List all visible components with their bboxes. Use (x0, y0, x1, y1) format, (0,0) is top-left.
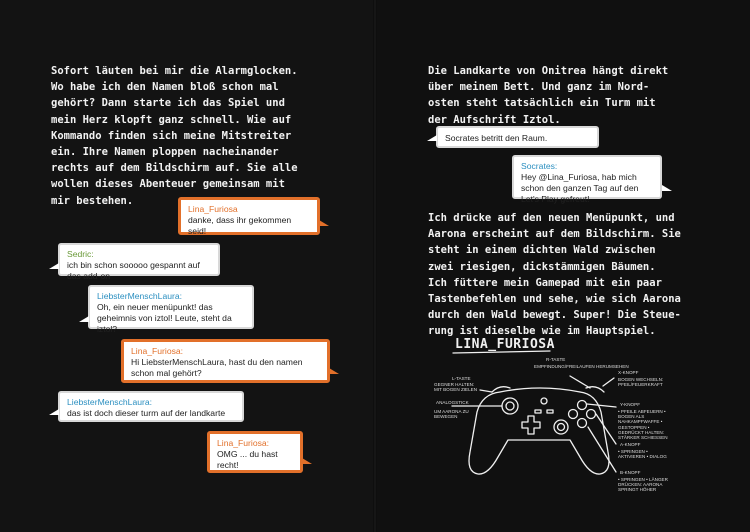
right-stick-inner (558, 424, 565, 431)
bubble-tail (79, 316, 89, 322)
text-line: Ich füttere mein Gamepad mit ein paar (428, 276, 662, 289)
annotation-x-knopf (618, 370, 638, 375)
pointer-y (587, 404, 616, 407)
text-line: rechts auf dem Bildschirm auf. Sie alle (51, 162, 298, 175)
chat-message: OMG ... du hast recht! (217, 449, 278, 470)
chat-bubble-lina-1 (178, 197, 320, 235)
system-message-bubble (436, 126, 599, 148)
text-line: steht in einem dichten Wald zwischen (428, 244, 656, 257)
chat-bubble-sedric (58, 243, 220, 281)
annotation-label: Y-KNOPF (620, 402, 640, 407)
chat-username: Lina_Furiosa: (217, 438, 270, 448)
annotation-a-knopf (620, 442, 640, 447)
bubble-tail (49, 263, 59, 269)
select-button-icon (535, 410, 541, 413)
chat-message: Hey @Lina_Furiosa, hab mich schon den ganzen Tag auf den Let's Play gefreut! (521, 172, 639, 204)
chat-username: Socrates: (521, 161, 558, 171)
annotation-label: L-TASTE (452, 376, 471, 381)
annotation-b-knopf-desc (618, 477, 668, 493)
left-paragraph (51, 63, 298, 209)
chat-message: danke, dass ihr gekommen seid! (188, 215, 292, 236)
chat-bubble-lina-3 (207, 431, 303, 473)
annotation-x-knopf-desc (618, 377, 668, 387)
text-line: Tastenbefehlen und sehe, wie sich Aarona (428, 293, 681, 306)
chat-message: Hi LiebsterMenschLaura, hast du den namen schon mal gehört? (131, 357, 303, 378)
sketch-title: LINA_FURIOSA (455, 337, 555, 352)
annotation-desc: UM AARONA ZU BEWEGEN (434, 409, 469, 420)
annotation-r-taste (546, 357, 565, 362)
dpad-icon (522, 416, 540, 434)
b-button-icon (587, 410, 596, 419)
right-paragraph-top (428, 63, 668, 128)
left-stick-outer (502, 398, 518, 414)
annotation-desc: • SPRINGEN • LÄNGER DRÜCKEN: AARONA SPRINGT HÖHER (618, 477, 668, 493)
bubble-tail (319, 220, 329, 226)
text-line: Sofort läuten bei mir die Alarmglocken. (51, 65, 298, 77)
annotation-b-knopf (620, 470, 640, 475)
x-button-icon (569, 410, 578, 419)
annotation-label: A-KNOPF (620, 442, 641, 447)
text-line: osten steht tatsächlich ein Turm mit (428, 97, 656, 110)
annotation-y-knopf-desc (618, 409, 668, 440)
bubble-tail (427, 135, 437, 141)
annotation-desc: • SPRINGEN • AKTIVIEREN • DIALOG (618, 449, 667, 460)
controller-sketch (430, 332, 670, 522)
chat-bubble-laura-1 (88, 285, 254, 334)
annotation-desc: • PFEILE ABFEUERN • BOGEN ALS NAHKAMPFWAFFE • GESTOPPEN • GEDRÜCKT HALTEN: STÄRKER SCHIESSEN (618, 409, 668, 441)
right-stick-outer (554, 420, 568, 434)
text-line: Kommando finden sich meine Mitstreiter (51, 129, 292, 142)
chat-username: Lina_Furiosa: (131, 346, 184, 356)
annotation-analogstick (436, 400, 469, 405)
annotation-a-knopf-desc (618, 449, 668, 459)
left-stick-inner (506, 402, 514, 410)
pointer-b (588, 427, 616, 472)
annotation-analogstick-desc (434, 409, 484, 419)
right-paragraph-bottom (428, 210, 681, 340)
text-line: gehört? Dann starte ich das Spiel und (51, 97, 285, 110)
text-line: ein. Ihre Namen ploppen nacheinander (51, 146, 279, 159)
y-button-icon (578, 401, 587, 410)
title-underline (453, 351, 550, 353)
text-line: rung ist dieselbe wie im Hauptspiel. (428, 325, 656, 338)
text-line: über meinem Bett. Und ganz im Nord- (428, 81, 650, 94)
chat-username: Lina_Furiosa (188, 204, 238, 214)
bubble-tail (49, 409, 59, 415)
text-line: wollen dieses Abenteuer gemeinsam mit (51, 178, 285, 191)
bubble-tail (662, 185, 672, 191)
bubble-tail (329, 368, 339, 374)
text-line: zwei riesigen, dickstämmigen Bäumen. (428, 260, 656, 273)
home-button-icon (541, 398, 547, 404)
annotation-label: R-TASTE (546, 357, 566, 362)
chat-username: Sedric: (67, 249, 94, 259)
text-line: der Aufschrift Iztol. (428, 113, 561, 126)
annotation-desc: GEGNER HALTEN: MIT BOGEN ZIELEN (434, 382, 478, 393)
chat-username: LiebsterMenschLaura: (97, 291, 183, 301)
controller-top-edge (500, 388, 580, 392)
annotation-desc: EMPFINDUNG/FREILAUFEN HERUMSEHEN (534, 364, 629, 369)
text-line: Ich drücke auf den neuen Menüpunkt, und (428, 212, 675, 224)
text-line: Wo habe ich den Namen bloß schon mal (51, 81, 279, 94)
annotation-desc: BOGEN WECHSELN: PFEIL/FEUERKRAFT (618, 377, 664, 388)
book-gutter (373, 0, 377, 532)
annotation-y-knopf (620, 402, 640, 407)
start-button-icon (547, 410, 553, 413)
chat-message: ich bin schon sooooo gespannt auf das add-on (67, 260, 200, 281)
chat-username: LiebsterMenschLaura: (67, 397, 153, 407)
chat-bubble-socrates (512, 155, 662, 204)
annotation-label: ANALOGSTICK (436, 400, 469, 405)
a-button-icon (578, 419, 587, 428)
chat-bubble-lina-2 (121, 339, 330, 383)
annotation-label: B-KNOPF (620, 470, 641, 475)
text-line: mir bestehen. (51, 194, 134, 207)
annotation-r-taste-desc (534, 364, 629, 369)
bubble-tail (302, 458, 312, 464)
chat-bubble-laura-2 (58, 391, 244, 422)
annotation-label: X-KNOPF (618, 370, 639, 375)
annotation-l-taste-desc (434, 382, 482, 392)
pointer-x (603, 378, 614, 386)
text-line: Aarona erscheint auf dem Bildschirm. Sie (428, 228, 681, 241)
pointer-r (570, 376, 590, 388)
system-message: Socrates betritt den Raum. (445, 133, 548, 143)
chat-message: Oh, ein neuer menüpunkt! das geheimnis von iztol! Leute, steht da iztol? (97, 302, 232, 334)
annotation-l-taste (452, 376, 471, 381)
text-line: Die Landkarte von Onitrea hängt direkt (428, 65, 669, 77)
chat-message: das ist doch dieser turm auf der landkarte (67, 408, 226, 418)
text-line: durch den Wald bewegt. Super! Die Steue- (428, 309, 681, 322)
text-line: mein Herz klopft ganz schnell. Wie auf (51, 113, 292, 126)
